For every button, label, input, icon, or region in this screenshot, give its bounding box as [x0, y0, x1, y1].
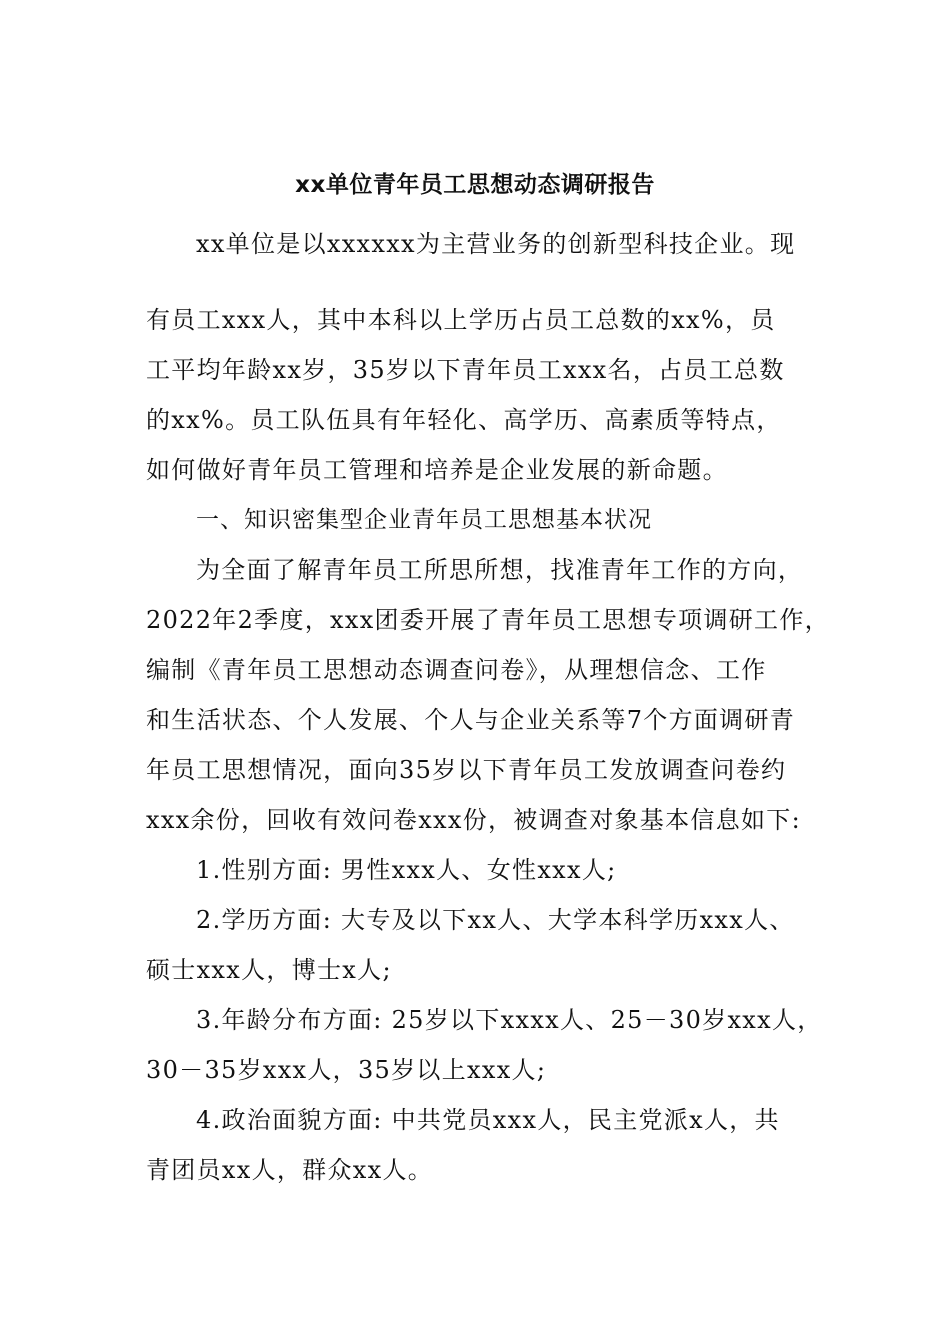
- section-heading-1: 一、知识密集型企业青年员工思想基本状况: [196, 507, 652, 533]
- list-item-gender: 1.性别方面: 男性xxx人、女性xxx人;: [196, 856, 617, 884]
- intro-line-3: 工平均年龄xx岁，35岁以下青年员工xxx名，占员工总数: [146, 356, 785, 384]
- survey-line-6: xxx余份，回收有效问卷xxx份，被调查对象基本信息如下:: [146, 806, 801, 834]
- intro-line-2: 有员工xxx人，其中本科以上学历占员工总数的xx%，员: [146, 306, 776, 334]
- list-item-age: 3.年龄分布方面: 25岁以下xxxx人、25－30岁xxx人，: [196, 1006, 823, 1034]
- survey-line-5: 年员工思想情况，面向35岁以下青年员工发放调查问卷约: [146, 756, 787, 784]
- survey-line-1: 为全面了解青年员工所思所想，找准青年工作的方向，: [196, 556, 804, 584]
- survey-line-4: 和生活状态、个人发展、个人与企业关系等7个方面调研青: [146, 706, 796, 734]
- list-item-education-cont: 硕士xxx人，博士x人;: [146, 956, 392, 984]
- list-item-age-cont: 30－35岁xxx人，35岁以上xxx人;: [146, 1056, 547, 1084]
- document-title: xx单位青年员工思想动态调研报告: [295, 172, 655, 198]
- survey-line-2: 2022年2季度，xxx团委开展了青年员工思想专项调研工作，: [146, 606, 830, 634]
- intro-line-4: 的xx%。员工队伍具有年轻化、高学历、高素质等特点，: [146, 406, 782, 434]
- list-item-education: 2.学历方面: 大专及以下xx人、大学本科学历xxx人、: [196, 906, 795, 934]
- survey-line-3: 编制《青年员工思想动态调查问卷》，从理想信念、工作: [146, 656, 767, 684]
- list-item-political: 4.政治面貌方面: 中共党员xxx人，民主党派x人，共: [196, 1106, 780, 1134]
- intro-line-5: 如何做好青年员工管理和培养是企业发展的新命题。: [146, 456, 728, 484]
- list-item-political-cont: 青团员xx人，群众xx人。: [146, 1156, 434, 1184]
- intro-line-1: xx单位是以xxxxxx为主营业务的创新型科技企业。现: [196, 230, 796, 258]
